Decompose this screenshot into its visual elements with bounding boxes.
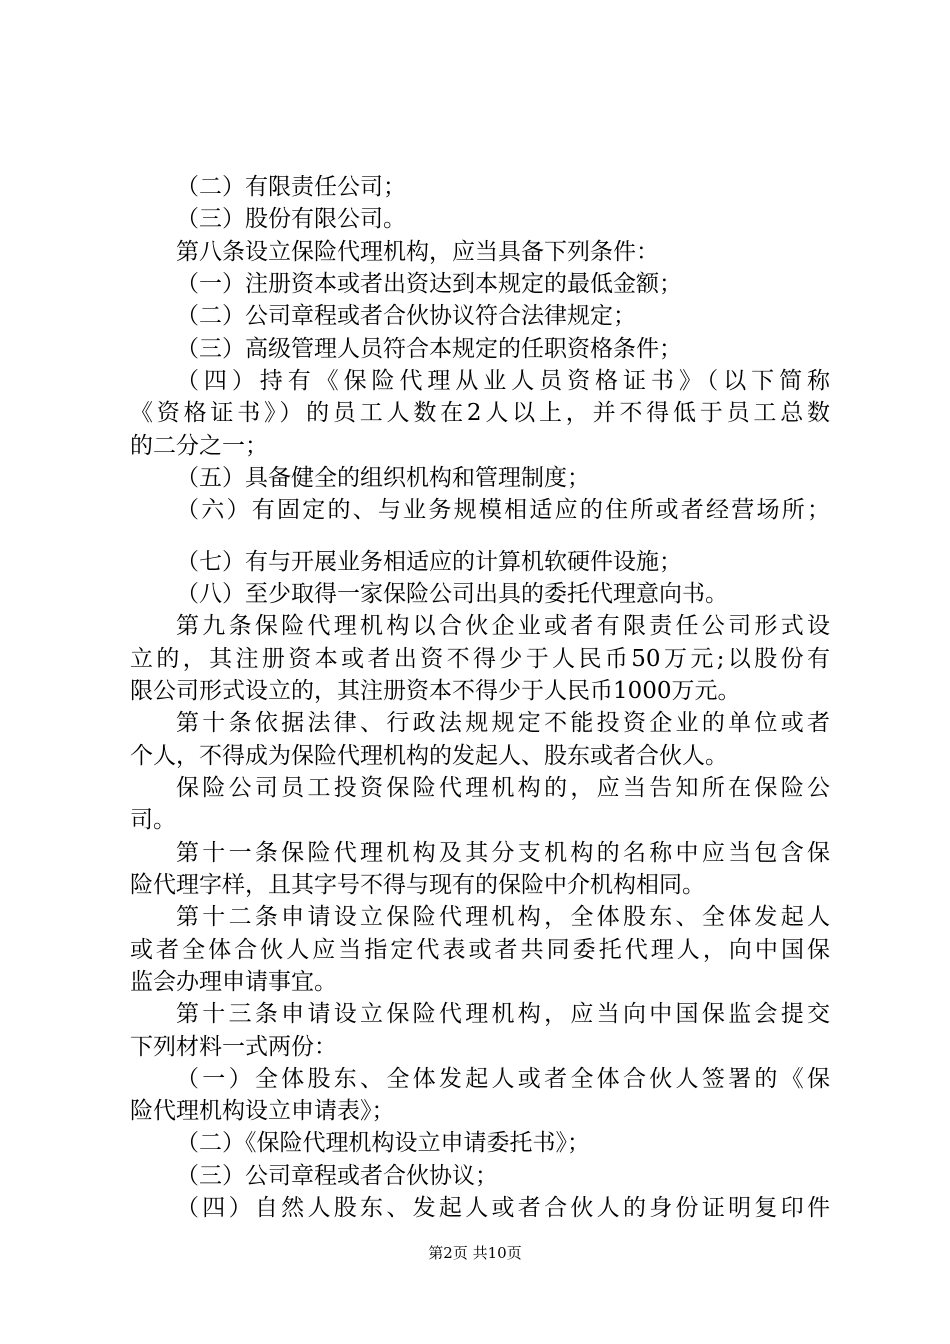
text-line: 下列材料一式两份： [130, 1034, 337, 1060]
text-line: 第八条设立保险代理机构，应当具备下列条件： [176, 239, 659, 265]
text-line: （八）至少取得一家保险公司出具的委托代理意向书。 [176, 581, 728, 607]
text-line: （一）注册资本或者出资达到本规定的最低金额； [176, 271, 682, 297]
text-line: （七）有与开展业务相适应的计算机软硬件设施； [176, 549, 682, 575]
text-line: （二）有限责任公司； [176, 174, 406, 200]
text-line: 个人，不得成为保险代理机构的发起人、股东或者合伙人。 [130, 743, 728, 769]
text-line: （一）全体股东、全体发起人或者全体合伙人签署的《保 [176, 1066, 830, 1092]
text-line: （二）《保险代理机构设立申请委托书》； [176, 1130, 590, 1156]
text-line: （四）持有《保险代理从业人员资格证书》（以下简称 [176, 368, 830, 394]
text-line: 司。 [130, 807, 176, 833]
text-line: 第十三条申请设立保险代理机构，应当向中国保监会提交 [176, 1001, 830, 1027]
text-line: 监会办理申请事宜。 [130, 969, 337, 995]
text-line: 或者全体合伙人应当指定代表或者共同委托代理人，向中国保 [130, 937, 830, 963]
text-line: （三）股份有限公司。 [176, 206, 406, 232]
text-line: （四）自然人股东、发起人或者合伙人的身份证明复印件 [176, 1195, 830, 1221]
text-line: 保险公司员工投资保险代理机构的，应当告知所在保险公 [176, 775, 830, 801]
text-line: 第十一条保险代理机构及其分支机构的名称中应当包含保 [176, 840, 830, 866]
text-line: 限公司形式设立的，其注册资本不得少于人民币1000万元。 [130, 678, 741, 704]
page-footer: 第2页 共10页 [428, 1244, 522, 1262]
text-line: （五）具备健全的组织机构和管理制度； [176, 465, 590, 491]
text-line: （二）公司章程或者合伙协议符合法律规定； [176, 303, 636, 329]
text-line: （三）公司章程或者合伙协议； [176, 1163, 498, 1189]
text-line: 《资格证书》）的员工人数在2人以上，并不得低于员工总数 [130, 400, 830, 426]
text-line: （三）高级管理人员符合本规定的任职资格条件； [176, 336, 682, 362]
text-line: （六）有固定的、与业务规模相适应的住所或者经营场所； [176, 497, 830, 523]
text-line: 第十二条申请设立保险代理机构，全体股东、全体发起人 [176, 904, 830, 930]
text-line: 立的，其注册资本或者出资不得少于人民币50万元;以股份有 [130, 646, 830, 672]
text-line: 的二分之一； [130, 433, 268, 459]
text-line: 第九条保险代理机构以合伙企业或者有限责任公司形式设 [176, 613, 830, 639]
text-line: 第十条依据法律、行政法规规定不能投资企业的单位或者 [176, 710, 830, 736]
text-line: 险代理机构设立申请表》； [130, 1098, 395, 1124]
text-line: 险代理字样，且其字号不得与现有的保险中介机构相同。 [130, 872, 705, 898]
